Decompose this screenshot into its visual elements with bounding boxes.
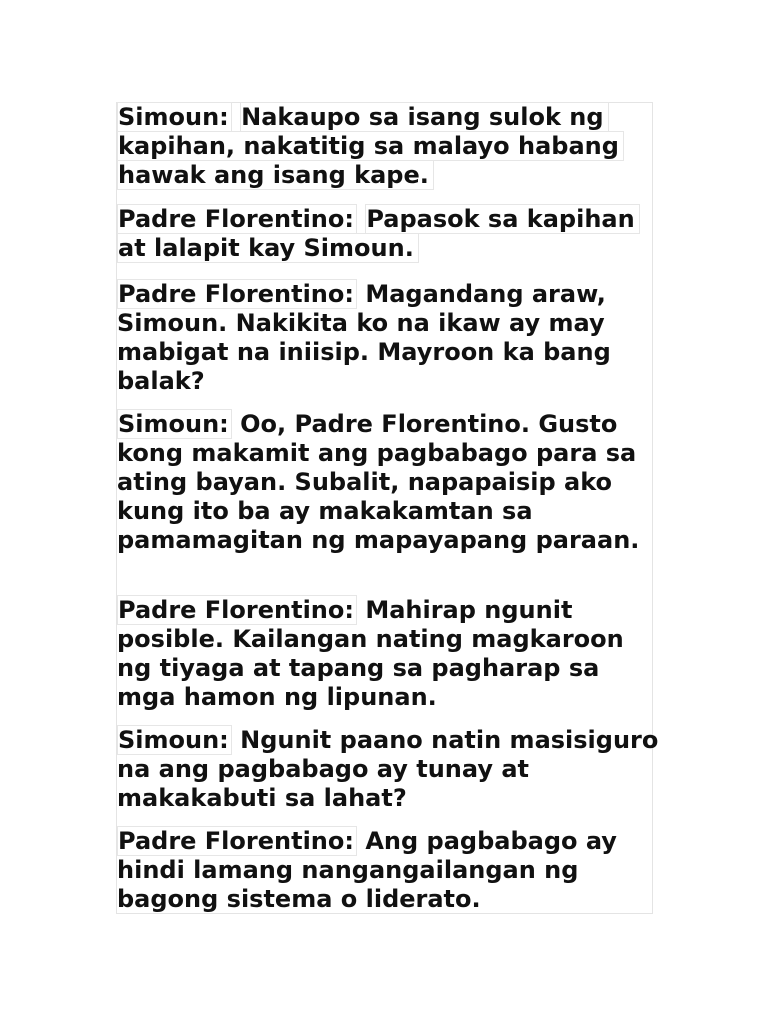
dialogue-line bbox=[117, 596, 662, 712]
dialogue-line bbox=[117, 103, 662, 190]
dialogue-line bbox=[117, 280, 662, 396]
speaker-name: Padre Florentino: bbox=[117, 826, 357, 856]
dialogue-text: Nakaupo sa isang sulok ng kapihan, nakatitig sa malayo habang hawak ang isang kape. bbox=[117, 102, 624, 190]
speaker-name: Padre Florentino: bbox=[117, 204, 357, 234]
dialogue-text: Ngunit paano natin masisiguro na ang pagbabago ay tunay at makakabuti sa lahat? bbox=[117, 726, 659, 812]
dialogue-line bbox=[117, 410, 662, 555]
dialogue-line bbox=[117, 726, 662, 813]
dialogue-line bbox=[117, 205, 662, 263]
dialogue-text: Magandang araw, Simoun. Nakikita ko na ikaw ay may mabigat na iniisip. Mayroon ka bang balak? bbox=[117, 280, 611, 395]
speaker-name: Padre Florentino: bbox=[117, 595, 357, 625]
speaker-name: Simoun: bbox=[117, 725, 232, 755]
dialogue-text: Ang pagbabago ay hindi lamang nangangailangan ng bagong sistema o liderato. bbox=[117, 827, 617, 913]
speaker-name: Padre Florentino: bbox=[117, 279, 357, 309]
speaker-name: Simoun: bbox=[117, 409, 232, 439]
dialogue-line bbox=[117, 827, 662, 914]
dialogue-text: Mahirap ngunit posible. Kailangan nating magkaroon ng tiyaga at tapang sa pagharap sa mga hamon ng lipunan. bbox=[117, 596, 624, 711]
speaker-name: Simoun: bbox=[117, 102, 232, 132]
dialogue-text: Oo, Padre Florentino. Gusto kong makamit ang pagbabago para sa ating bayan. Subalit, napapaisip ako kung ito ba ay makakamtan sa pamamagitan ng mapayapang paraan. bbox=[117, 410, 640, 554]
dialogue-text: Papasok sa kapihan at lalapit kay Simoun. bbox=[117, 204, 640, 263]
